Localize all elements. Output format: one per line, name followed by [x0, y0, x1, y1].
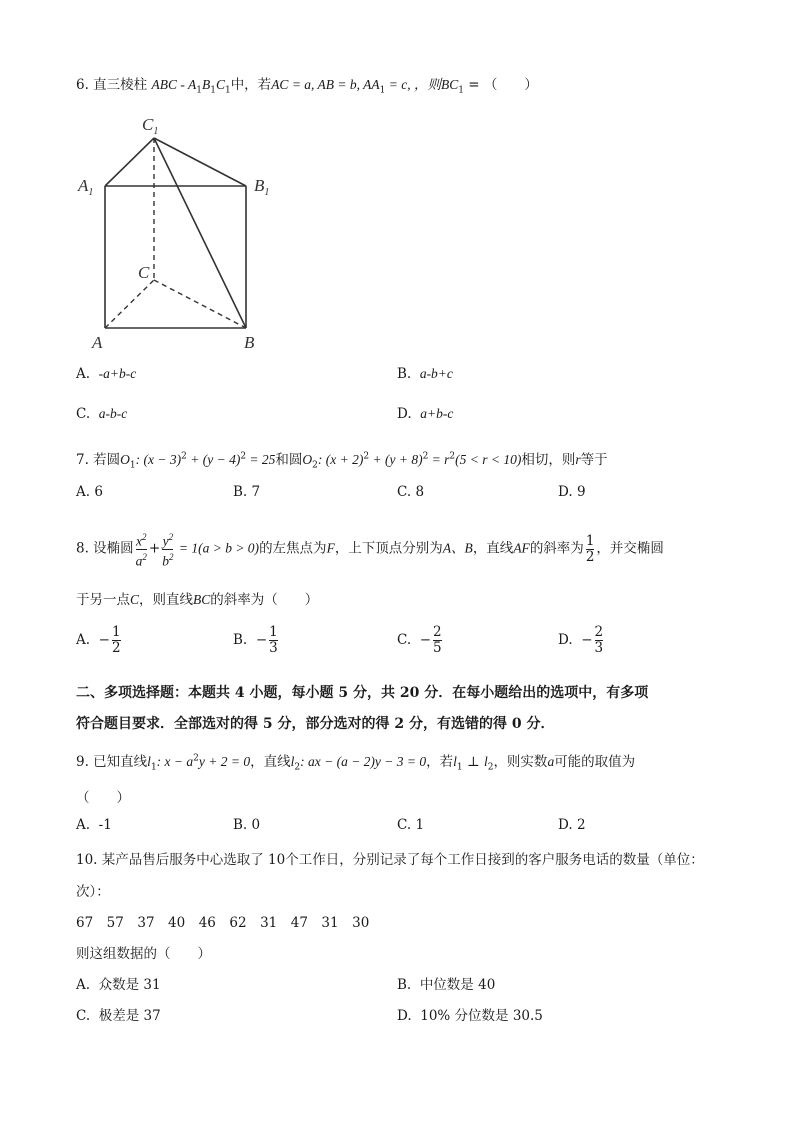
q6-option-c[interactable]: C. a-b-c — [76, 406, 128, 422]
q8-stem-line2: 于另一点C，则直线BC的斜率为（ ） — [76, 592, 319, 608]
q7-stem: 7. 若圆$O_1$: $(x - 3)^2 + (y - 4)^2 = 25$和圆$O_2$: $(x + 2)^2 + (y + 8)^2 = r^2(5 < r < 10)$相切，则r等于 — [76, 451, 608, 471]
q7-option-c[interactable]: C. 8 — [397, 484, 425, 500]
q9-option-c[interactable]: C. 1 — [397, 817, 425, 833]
q10-stem-line2: 次）： — [76, 884, 110, 900]
label-a: A — [92, 333, 103, 352]
q10-option-c[interactable]: C. 极差是 37 — [76, 1008, 161, 1024]
q8-option-d[interactable]: D. − $\frac{2}{3}$ — [558, 624, 604, 656]
q9-option-b[interactable]: B. 0 — [233, 817, 261, 833]
y2-over-b2: $\frac{y^2}{b^2}$ — [162, 532, 174, 568]
q9-stem: 9. 已知直线$l_1$: $x - a^2y + 2 = 0$，直线$l_2$: ax − (a − 2)y − 3 = 0，若$l_1$ ⊥ $l_2$，则实数a可能的取值为 — [76, 753, 636, 773]
slope-half: $\frac{1}{2}$ — [585, 532, 595, 565]
q8-stem-line1: 8. 设椭圆 $\frac{x^2}{a^2}$ + $\frac{y^2}{b^2}$ = 1(a > b > 0)的左焦点为F，上下顶点分别为A、B，直线AF的斜率为 $\frac{1}{2}$ ，并交椭圆 — [76, 532, 664, 568]
label-b1: $B_1$ — [254, 176, 270, 198]
q9-option-d[interactable]: D. 2 — [558, 817, 586, 833]
x2-over-a2: $\frac{x^2}{a^2}$ — [135, 532, 147, 568]
q10-data: 67 57 37 40 46 62 31 47 31 30 — [76, 915, 370, 931]
q8-option-a[interactable]: A. − $\frac{1}{2}$ — [76, 624, 121, 656]
prism-figure — [70, 108, 310, 358]
q10-option-d[interactable]: D. 10% 分位数是 30.5 — [397, 1008, 543, 1024]
q9-paren: （ ） — [76, 790, 130, 806]
edge-c1-b1 — [154, 138, 246, 186]
q10-stem-line1: 10. 某产品售后服务中心选取了 10个工作日，分别记录了每个工作日接到的客户服务电话的数量（单位： — [76, 852, 704, 868]
label-c1: $C_1$ — [142, 115, 159, 137]
q9-option-a[interactable]: A. -1 — [76, 817, 112, 833]
edge-c-b-dashed — [154, 280, 246, 328]
q6-stem: 6. 直三棱柱 ABC - $A_1B_1C_1$中，若AC = a, AB = b, $AA_1 = c$, ，则$BC_1$ = （ ） — [76, 77, 538, 96]
q6-option-b[interactable]: B. a-b+c — [397, 366, 453, 382]
q8-option-b[interactable]: B. − $\frac{1}{3}$ — [233, 624, 278, 656]
label-b: B — [244, 333, 255, 352]
q7-option-d[interactable]: D. 9 — [558, 484, 586, 500]
q10-option-b[interactable]: B. 中位数是 40 — [397, 977, 496, 993]
label-a1: $A_1$ — [78, 176, 94, 198]
section2-heading-line1: 二、多项选择题：本题共 4 小题，每小题 5 分，共 20 分．在每小题给出的选项中，有多项 — [76, 685, 649, 701]
edge-a1-c1 — [105, 138, 154, 186]
edge-c1-b-solid — [154, 138, 246, 328]
q6-option-a[interactable]: A. -a+b-c — [76, 366, 137, 382]
q10-stem-line4: 则这组数据的（ ） — [76, 946, 211, 962]
label-c: C — [138, 263, 150, 282]
q6-option-d[interactable]: D. a+b-c — [397, 406, 454, 422]
q10-option-a[interactable]: A. 众数是 31 — [76, 977, 161, 993]
q7-option-b[interactable]: B. 7 — [233, 484, 261, 500]
q8-option-c[interactable]: C. − $\frac{2}{5}$ — [397, 624, 442, 656]
section2-heading-line2: 符合题目要求．全部选对的得 5 分，部分选对的得 2 分，有选错的得 0 分． — [76, 716, 555, 732]
q7-option-a[interactable]: A. 6 — [76, 484, 103, 500]
edge-a-c-dashed — [105, 280, 154, 328]
